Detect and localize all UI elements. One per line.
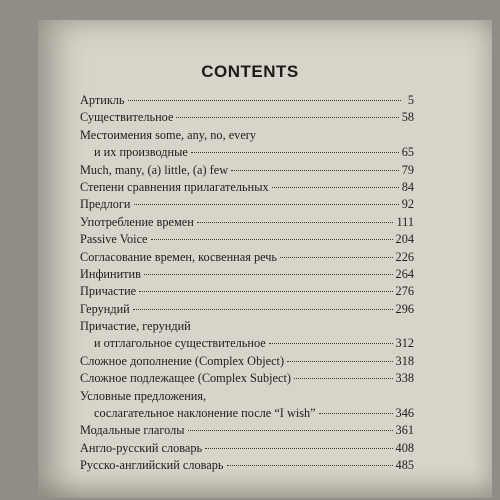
toc-entry-page: 226 — [395, 249, 414, 264]
toc-entry-label: Употребление времен — [80, 214, 194, 229]
toc-entry-page: 111 — [396, 214, 414, 229]
toc-entry-label: Существительное — [80, 110, 174, 125]
toc-entry — [80, 353, 414, 370]
dot-leader — [128, 100, 401, 101]
toc-entry-label: Инфинитив — [80, 266, 141, 281]
toc-entry — [80, 179, 414, 196]
toc-entry-label: Причастие, герундий — [80, 319, 191, 334]
dot-leader — [227, 465, 393, 466]
toc-entry-label: и их производные — [94, 145, 188, 160]
toc-entry-page: 65 — [401, 145, 414, 160]
toc-entry-label: сослагательное наклонение после “I wish” — [94, 406, 316, 421]
dot-leader — [176, 117, 398, 118]
dot-leader — [319, 413, 393, 414]
dot-leader — [191, 152, 399, 153]
toc-entry-page: 264 — [395, 266, 414, 281]
toc-entry — [80, 457, 414, 474]
toc-entry-page: 361 — [395, 423, 414, 438]
dot-leader — [269, 343, 393, 344]
toc-entry — [80, 162, 414, 179]
toc-entry-page: 296 — [395, 301, 414, 316]
toc-entry-continuation — [80, 335, 414, 352]
toc-entry-page: 204 — [395, 232, 414, 247]
toc-entry-label: Сложное подлежащее (Complex Subject) — [80, 371, 291, 386]
toc-entry-page: 58 — [401, 110, 414, 125]
toc-entry-label: Местоимения some, any, no, every — [80, 127, 257, 142]
toc-entry — [80, 249, 414, 266]
toc-entry-page: 84 — [401, 179, 414, 194]
dot-leader — [134, 204, 399, 205]
contents-heading: CONTENTS — [201, 62, 299, 81]
toc-entry-continuation — [80, 144, 414, 161]
toc-entry-page: 79 — [401, 162, 414, 177]
dot-leader — [231, 170, 399, 171]
toc-entry-label: Степени сравнения прилагательных — [80, 179, 269, 194]
toc-entry — [80, 283, 414, 300]
toc-entry-label: Much, many, (a) little, (a) few — [80, 162, 229, 177]
toc-entry-label: Сложное дополнение (Complex Object) — [80, 353, 285, 368]
dot-leader — [151, 239, 393, 240]
table-of-contents — [80, 92, 414, 475]
toc-entry — [80, 440, 414, 457]
toc-entry-page: 408 — [395, 440, 414, 455]
toc-entry — [80, 231, 414, 248]
toc-entry — [80, 127, 414, 144]
toc-entry-label: Герундий — [80, 301, 130, 316]
toc-entry — [80, 370, 414, 387]
dot-leader — [133, 309, 393, 310]
toc-entry-page: 346 — [395, 406, 414, 421]
toc-entry-page: 276 — [395, 284, 414, 299]
toc-entry-label: Артикль — [80, 93, 125, 107]
toc-entry-label: Согласование времен, косвенная речь — [80, 249, 278, 264]
toc-entry-label: Предлоги — [80, 197, 131, 212]
toc-entry-label: Англо-русский словарь — [80, 440, 203, 455]
toc-entry-label: Passive Voice — [80, 232, 148, 247]
dot-leader — [287, 361, 392, 362]
toc-entry — [80, 214, 414, 231]
dot-leader — [280, 257, 393, 258]
toc-entry-label: Условные предложения, — [80, 388, 207, 403]
dot-leader — [139, 291, 392, 292]
toc-entry — [80, 266, 414, 283]
toc-entry-label: и отглагольное существительное — [94, 336, 266, 351]
dot-leader — [144, 274, 393, 275]
toc-entry-page: 5 — [407, 93, 414, 107]
dot-leader — [272, 187, 399, 188]
dot-leader — [188, 430, 393, 431]
dot-leader — [197, 222, 394, 223]
toc-entry — [80, 196, 414, 213]
toc-entry-label: Причастие — [80, 284, 137, 299]
toc-entry — [80, 318, 414, 335]
toc-entry — [80, 109, 414, 126]
toc-entry-label: Русско-английский словарь — [80, 458, 224, 473]
toc-entry — [80, 92, 414, 109]
toc-entry-page: 318 — [395, 353, 414, 368]
toc-entry-page: 338 — [395, 371, 414, 386]
toc-entry-label: Модальные глаголы — [80, 423, 185, 438]
toc-entry-page: 312 — [395, 336, 414, 351]
toc-entry-continuation — [80, 405, 414, 422]
dot-leader — [294, 378, 393, 379]
dot-leader — [205, 448, 392, 449]
toc-entry-page: 485 — [395, 458, 414, 473]
toc-entry — [80, 301, 414, 318]
toc-entry-page: 92 — [401, 197, 414, 212]
toc-entry — [80, 388, 414, 405]
toc-entry — [80, 422, 414, 439]
